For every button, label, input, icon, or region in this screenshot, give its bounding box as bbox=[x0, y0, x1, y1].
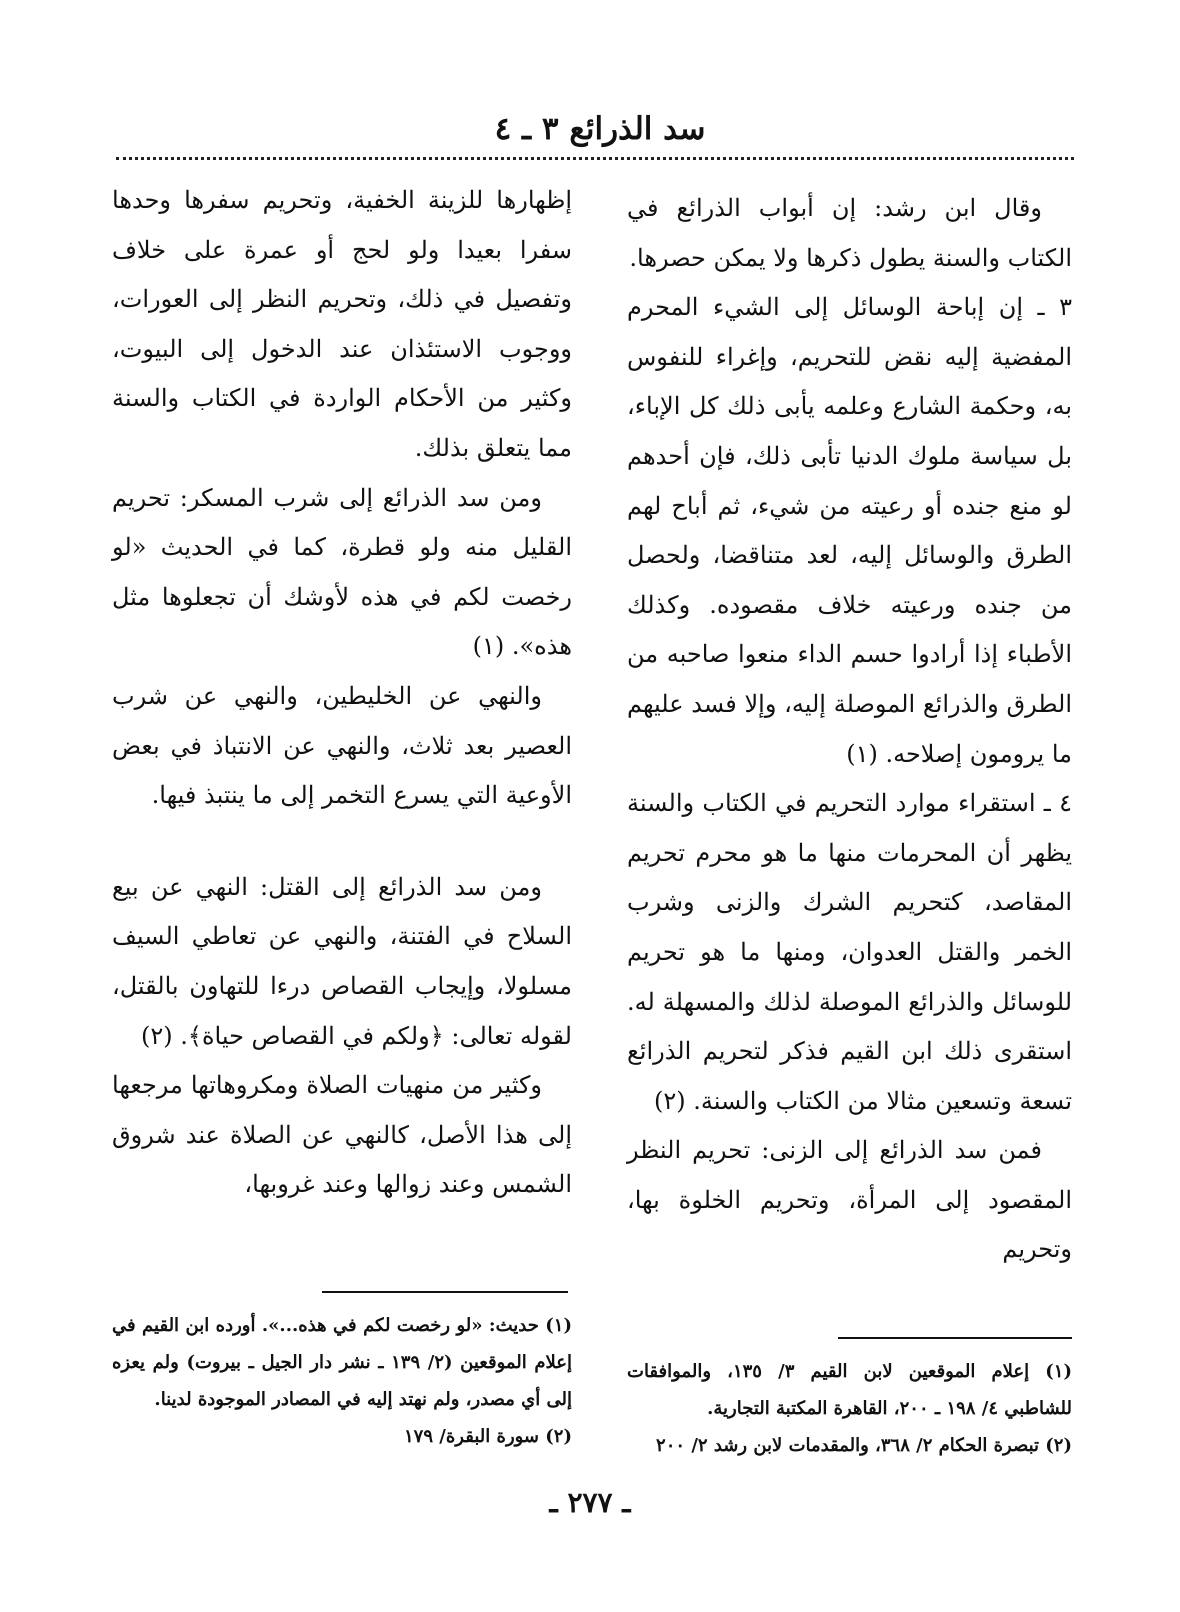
page-header-title: سد الذرائع ٣ ـ ٤ bbox=[494, 111, 706, 147]
paragraph: فمن سد الذرائع إلى الزنى: تحريم النظر المقصود إلى المرأة، وتحريم الخلوة بها، وتحريم bbox=[627, 1136, 1072, 1264]
footnote: (١) إعلام الموقعين لابن القيم ٣/ ١٣٥، والموافقات للشاطبي ٤/ ١٩٨ ـ ٢٠٠، القاهرة المكتبة التجارية. bbox=[627, 1361, 1072, 1419]
page-number: ـ ٢٧٧ ـ bbox=[549, 1486, 631, 1519]
footnote-divider-left bbox=[322, 1291, 568, 1293]
footnote-divider-right bbox=[838, 1337, 1072, 1339]
footnotes-left bbox=[112, 1307, 572, 1455]
paragraph: إظهارها للزينة الخفية، وتحريم سفرها وحدها سفرا بعيدا ولو لحج أو عمرة على خلاف وتفصيل في ذلك، وتحريم النظر إلى العورات، ووجوب الاستئذان عند الدخول إلى البيوت، وكثير من الأحكام الواردة في الكتاب والسنة مما يتعلق بذلك. bbox=[112, 186, 573, 462]
paragraph: والنهي عن الخليطين، والنهي عن شرب العصير بعد ثلاث، والنهي عن الانتباذ في بعض الأوعية التي يسرع التخمر إلى ما ينتبذ فيها. bbox=[112, 681, 572, 810]
paragraph: ومن سد الذرائع إلى شرب المسكر: تحريم القليل منه ولو قطرة، كما في الحديث «لو رخصت لكم في هذه لأوشك أن تجعلوها مثل هذه». (١) bbox=[112, 483, 572, 661]
paragraph: ٤ ـ استقراء موارد التحريم في الكتاب والسنة يظهر أن المحرمات منها ما هو محرم تحريم المقاصد، كتحريم الشرك والزنى وشرب الخمر والقتل العدوان، ومنها ما هو تحريم للوسائل والذرائع الموصلة لذلك والمسهلة له. استقرى ذلك ابن القيم فذكر لتحريم الذرائع تسعة وتسعين مثالا من الكتاب والسنة. (٢) bbox=[627, 789, 1073, 1115]
paragraph: ومن سد الذرائع إلى القتل: النهي عن بيع السلاح في الفتنة، والنهي عن تعاطي السيف مسلولا، وإيجاب القصاص درءا للتهاون بالقتل، لقوله تعالى: ﴿ولكم في القصاص حياة﴾. (٢) bbox=[112, 872, 572, 1050]
footnote: (٢) سورة البقرة/ ١٧٩ bbox=[404, 1426, 572, 1447]
paragraph: ٣ ـ إن إباحة الوسائل إلى الشيء المحرم المفضية إليه نقض للتحريم، وإغراء للنفوس به، وحكمة الشارع وعلمه يأبى ذلك كل الإباء، بل سياسة ملوك الدنيا تأبى ذلك، فإن أحدهم لو منع جنده أو رعيته من شيء، ثم أباح لهم الطرق والوسائل إليه، لعد متناقضا، ولحصل من جنده ورعيته خلاف مقصوده. وكذلك الأطباء إذا أرادوا حسم الداء منعوا صاحبه من الطرق والذرائع الموصلة إليه، وإلا فسد عليهم ما يرومون إصلاحه. (١) bbox=[627, 293, 1072, 768]
paragraph: وكثير من منهيات الصلاة ومكروهاتها مرجعها إلى هذا الأصل، كالنهي عن الصلاة عند شروق الشمس وعند زوالها وعند غروبها، bbox=[112, 1071, 572, 1199]
paragraph: وقال ابن رشد: إن أبواب الذرائع في الكتاب والسنة يطول ذكرها ولا يمكن حصرها. bbox=[627, 194, 1072, 272]
header-dotted-divider bbox=[116, 157, 1074, 160]
footnotes-right bbox=[627, 1353, 1072, 1464]
footnote: (٢) تبصرة الحكام ٢/ ٣٦٨، والمقدمات لابن رشد ٢/ ٢٠٠ bbox=[656, 1435, 1072, 1456]
right-column bbox=[627, 184, 1072, 1275]
footnote: (١) حديث: «لو رخصت لكم في هذه...». أورده ابن القيم في إعلام الموقعين (٢/ ١٣٩ ـ نشر دار الجيل ـ بيروت) ولم يعزه إلى أي مصدر، ولم نهتد إليه في المصادر الموجودة لدينا. bbox=[112, 1315, 573, 1410]
left-column bbox=[112, 176, 572, 1210]
